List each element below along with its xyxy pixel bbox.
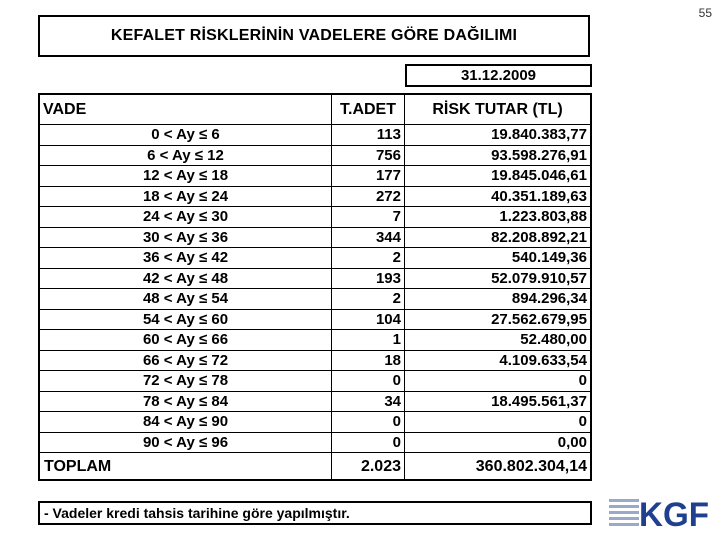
cell-adet: 34 <box>332 391 405 412</box>
cell-adet: 344 <box>332 227 405 248</box>
cell-tutar: 18.495.561,37 <box>405 391 592 412</box>
table-row <box>39 166 591 187</box>
cell-adet: 1 <box>332 330 405 351</box>
table-row <box>39 289 591 310</box>
table-row <box>39 145 591 166</box>
table-row <box>39 268 591 289</box>
cell-vade: 84 < Ay ≤ 90 <box>39 412 332 433</box>
cell-tutar: 19.840.383,77 <box>405 125 592 146</box>
cell-tutar: 82.208.892,21 <box>405 227 592 248</box>
table-body <box>39 125 591 481</box>
cell-adet: 18 <box>332 350 405 371</box>
cell-adet: 0 <box>332 371 405 392</box>
kgf-logo <box>609 497 711 527</box>
page-title: KEFALET RİSKLERİNİN VADELERE GÖRE DAĞILIMI <box>38 15 590 57</box>
cell-vade: 36 < Ay ≤ 42 <box>39 248 332 269</box>
cell-vade: 30 < Ay ≤ 36 <box>39 227 332 248</box>
cell-vade: 90 < Ay ≤ 96 <box>39 432 332 453</box>
table-row <box>39 309 591 330</box>
total-tutar: 360.802.304,14 <box>405 453 592 481</box>
total-vade: TOPLAM <box>39 453 332 481</box>
cell-tutar: 93.598.276,91 <box>405 145 592 166</box>
cell-vade: 48 < Ay ≤ 54 <box>39 289 332 310</box>
table-row <box>39 186 591 207</box>
cell-tutar: 19.845.046,61 <box>405 166 592 187</box>
cell-adet: 0 <box>332 432 405 453</box>
cell-tutar: 0 <box>405 412 592 433</box>
table-row <box>39 350 591 371</box>
cell-tutar: 27.562.679,95 <box>405 309 592 330</box>
cell-adet: 7 <box>332 207 405 228</box>
cell-vade: 66 < Ay ≤ 72 <box>39 350 332 371</box>
cell-vade: 6 < Ay ≤ 12 <box>39 145 332 166</box>
cell-vade: 18 < Ay ≤ 24 <box>39 186 332 207</box>
logo-text: KGF <box>639 497 709 527</box>
cell-vade: 78 < Ay ≤ 84 <box>39 391 332 412</box>
table-row <box>39 432 591 453</box>
cell-tutar: 0,00 <box>405 432 592 453</box>
cell-tutar: 540.149,36 <box>405 248 592 269</box>
total-adet: 2.023 <box>332 453 405 481</box>
table-row <box>39 391 591 412</box>
cell-tutar: 894.296,34 <box>405 289 592 310</box>
table-row <box>39 371 591 392</box>
cell-tutar: 40.351.189,63 <box>405 186 592 207</box>
table-row <box>39 248 591 269</box>
table-row <box>39 330 591 351</box>
cell-tutar: 52.480,00 <box>405 330 592 351</box>
cell-adet: 177 <box>332 166 405 187</box>
header-vade: VADE <box>39 94 332 125</box>
total-row <box>39 453 591 481</box>
cell-adet: 272 <box>332 186 405 207</box>
logo-stripes <box>609 499 639 526</box>
cell-vade: 0 < Ay ≤ 6 <box>39 125 332 146</box>
table-row <box>39 412 591 433</box>
page-number: 55 <box>698 6 712 20</box>
cell-adet: 193 <box>332 268 405 289</box>
cell-adet: 104 <box>332 309 405 330</box>
header-tutar: RİSK TUTAR (TL) <box>405 94 592 125</box>
cell-vade: 24 < Ay ≤ 30 <box>39 207 332 228</box>
report-date: 31.12.2009 <box>405 64 592 87</box>
cell-adet: 2 <box>332 248 405 269</box>
cell-tutar: 1.223.803,88 <box>405 207 592 228</box>
cell-vade: 54 < Ay ≤ 60 <box>39 309 332 330</box>
cell-vade: 42 < Ay ≤ 48 <box>39 268 332 289</box>
cell-tutar: 4.109.633,54 <box>405 350 592 371</box>
cell-adet: 0 <box>332 412 405 433</box>
table-row <box>39 227 591 248</box>
cell-vade: 12 < Ay ≤ 18 <box>39 166 332 187</box>
cell-tutar: 0 <box>405 371 592 392</box>
header-adet: T.ADET <box>332 94 405 125</box>
cell-vade: 60 < Ay ≤ 66 <box>39 330 332 351</box>
footnote: - Vadeler kredi tahsis tarihine göre yapılmıştır. <box>38 501 592 525</box>
cell-vade: 72 < Ay ≤ 78 <box>39 371 332 392</box>
cell-tutar: 52.079.910,57 <box>405 268 592 289</box>
table-row <box>39 207 591 228</box>
cell-adet: 2 <box>332 289 405 310</box>
risk-table <box>38 93 592 481</box>
cell-adet: 113 <box>332 125 405 146</box>
table-header-row <box>39 94 591 125</box>
table-row <box>39 125 591 146</box>
cell-adet: 756 <box>332 145 405 166</box>
